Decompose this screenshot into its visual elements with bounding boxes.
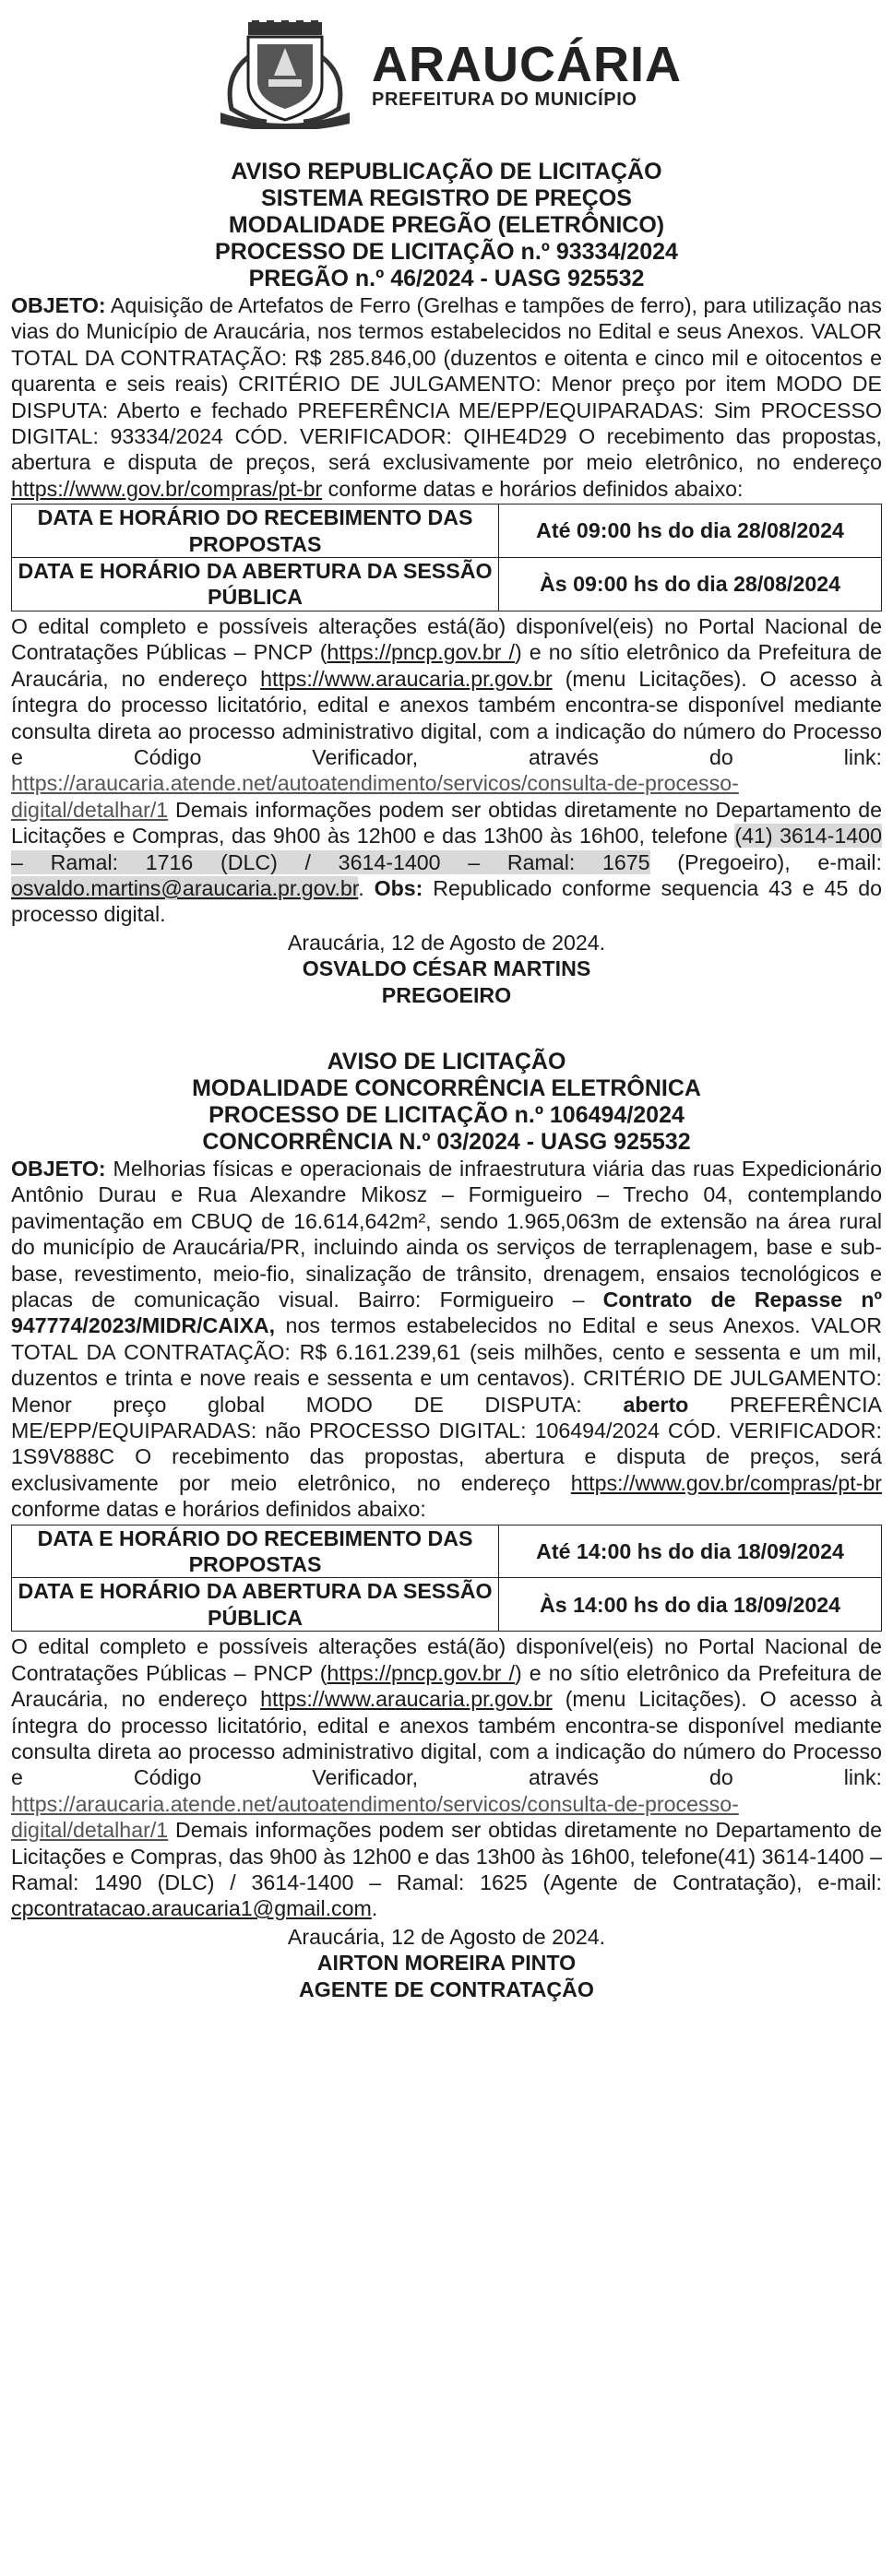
edital-paragraph: O edital completo e possíveis alterações está(ão) disponível(eis) no Portal Nacional de Contratações Públicas – PNCP (https://pncp.gov.br /) e no sítio eletrônico da Prefeitura de Araucária, no endereço https://www.araucaria.pr.gov.br (menu Licitações). O acesso à íntegra do processo licitatório, edital e anexos também encontra-se disponível mediante consulta direta ao processo administrativo digital, com a indicação do número do Processo e Código Verificador, através do link: https://araucaria.atende.net/autoatendimento/servicos/consulta-de-processo-digital/detalhar/1 Demais informações podem ser obtidas diretamente no Departamento de Licitações e Compras, das 9h00 às 12h00 e das 13h00 às 16h00, telefone (41) 3614-1400 – Ramal: 1716 (DLC) / 3614-1400 – Ramal: 1675 (Pregoeiro), e-mail: osvaldo.martins@araucaria.pr.gov.br. Obs: Republicado conforme sequencia 43 e 45 do processo digital. [11, 613, 883, 927]
body-text: PREFERÊNCIA ME/EPP/EQUIPARADAS: não PROCESSO DIGITAL: 106494/2024 CÓD. VERIFICADOR: 1S9V888C O recebimento das propostas, abertura e disputa de preços, será exclusivamente por meio eletrônico, no endereço [11, 1392, 882, 1495]
body-text: O edital completo e possíveis alterações está(ão) disponível(eis) no Portal Nacional de Contratações Públicas – PNCP ( [11, 613, 882, 665]
schedule-value: Às 09:00 hs do dia 28/08/2024 [499, 558, 882, 611]
notice-title: AVISO REPUBLICAÇÃO DE LICITAÇÃO [231, 159, 662, 184]
body-text: Melhorias físicas e operacionais de infraestrutura viária das ruas Expedicionário Antônio Durau e Rua Alexandre Mikosz – Formigueiro – Trecho 04, contemplando pavimentação em CBUQ de 16.614,642m², sendo 1.965,063m de extensão na área rural do município de Araucária/PR, incluindo ainda os serviços de terraplenagem, base e sub-base, revestimento, meio-fio, sinalização de trânsito, drenagem, ensaios tecnológicos e placas de comunicação visual. Bairro: Formigueiro – [11, 1156, 882, 1312]
notice-concorrencia [11, 1049, 882, 2002]
objeto-label: OBJETO: [11, 293, 106, 317]
body-text: . [371, 1896, 378, 1921]
compras-link[interactable]: https://www.gov.br/compras/pt-br [11, 476, 323, 501]
notice-title: PREGÃO n.º 46/2024 - UASG 925532 [248, 266, 645, 291]
schedule-value: Até 09:00 hs do dia 28/08/2024 [499, 505, 882, 558]
body-text: ) e no sítio eletrônico da Prefeitura de Araucária, no endereço [11, 1660, 882, 1712]
signer-name: AIRTON MOREIRA PINTO [316, 1951, 577, 1976]
pncp-link[interactable]: https://pncp.gov.br / [327, 640, 515, 665]
edital-paragraph [11, 1633, 882, 1921]
table-row [12, 505, 882, 558]
notice-title: PROCESSO DE LICITAÇÃO n.º 93334/2024 [215, 239, 678, 265]
body-text: (menu Licitações). O acesso à íntegra do processo licitatório, edital e anexos também encontra-se disponível mediante consulta direta ao processo administrativo digital, com a indicação do número do Processo e Código Verificador, através do link: [11, 1687, 883, 1790]
body-text: Demais informações podem ser obtidas diretamente no Departamento de Licitações e Compras, das 9h00 às 12h00 e das 13h00 às 16h00, telefone(41) 3614-1400 – Ramal: 1490 (DLC) / 3614-1400 – Ramal: 1625 (Agente de Contratação), e-mail: [11, 1818, 882, 1894]
prefeitura-link[interactable]: https://www.araucaria.pr.gov.br [260, 1687, 553, 1712]
notice-title: AVISO DE LICITAÇÃO [327, 1048, 566, 1074]
municipal-crest-icon [211, 20, 359, 129]
notice-title: MODALIDADE CONCORRÊNCIA ELETRÔNICA [192, 1074, 701, 1101]
notice-title: SISTEMA REGISTRO DE PREÇOS [261, 185, 632, 211]
pncp-link[interactable]: https://pncp.gov.br / [327, 1660, 515, 1685]
body-text: ) e no sítio eletrônico da Prefeitura de Araucária, no endereço [11, 640, 882, 691]
body-text: conforme datas e horários definidos abaixo: [327, 476, 744, 501]
body-text: (menu Licitações). O acesso à íntegra do processo licitatório, edital e anexos também encontra-se disponível mediante consulta direta ao processo administrativo digital, com a indicação do número do Processo e Código Verificador, através do link: [11, 666, 883, 769]
schedule-table [11, 504, 882, 611]
notice-pregao [11, 159, 882, 1008]
objeto-label: OBJETO: [11, 1156, 106, 1181]
schedule-label: DATA E HORÁRIO DA ABERTURA DA SESSÃO PÚBLICA [12, 1578, 499, 1632]
obs-text: Republicado conforme sequencia 43 e 45 do processo digital. [11, 875, 882, 927]
brand-subtitle: PREFEITURA DO MUNICÍPIO [372, 89, 637, 110]
contrato-text: Contrato de Repasse nº 947774/2023/MIDR/CAIXA, [11, 1288, 882, 1338]
notice-title: MODALIDADE PREGÃO (ELETRÔNICO) [228, 212, 665, 238]
body-text: Demais informações podem ser obtidas diretamente no Departamento de Licitações e Compras, das 9h00 às 12h00 e das 13h00 às 16h00, telefone [11, 797, 882, 849]
obs-label: Obs: [374, 875, 423, 900]
body-text: nos termos estabelecidos no Edital e seus Anexos. VALOR TOTAL DA CONTRATAÇÃO: R$ 6.161.239,61 (seis milhões, cento e sessenta e um mil, duzentos e trinta e nove reais e sessenta e um centavos). CRITÉRIO DE JULGAMENTO: Menor preço global MODO DE DISPUTA: [11, 1313, 882, 1417]
page-header [11, 20, 882, 129]
atende-link[interactable]: https://araucaria.atende.net/autoatendimento/servicos/consulta-de-processo-digital/detalhar/1 [11, 1791, 739, 1843]
notice-body [11, 292, 882, 502]
body-text: conforme datas e horários definidos abaixo: [11, 1497, 426, 1522]
notice-title: CONCORRÊNCIA N.º 03/2024 - UASG 925532 [202, 1128, 691, 1155]
date-line: Araucária, 12 de Agosto de 2024. [287, 930, 606, 955]
disputa-mode: aberto [623, 1392, 689, 1417]
email-link[interactable]: osvaldo.martins@araucaria.pr.gov.br [11, 875, 359, 900]
email-link[interactable]: cpcontratacao.araucaria1@gmail.com [11, 1896, 372, 1921]
compras-link[interactable]: https://www.gov.br/compras/pt-br [570, 1470, 882, 1495]
schedule-value: Até 14:00 hs do dia 18/09/2024 [499, 1525, 882, 1578]
body-text: Aquisição de Artefatos de Ferro (Grelhas e tampões de ferro), para utilização nas vias do Município de Araucária, nos termos estabelecidos no Edital e seus Anexos. VALOR TOTAL DA CONTRATAÇÃO: R$ 285.846,00 (duzentos e oitenta e cinco mil e oitocentos e quarenta e seis reais) CRITÉRIO DE JULGAMENTO: Menor preço por item MODO DE DISPUTA: Aberto e fechado PREFERÊNCIA ME/EPP/EQUIPARADAS: Sim PROCESSO DIGITAL: 93334/2024 CÓD. VERIFICADOR: QIHE4D29 O recebimento das propostas, abertura e disputa de preços, será exclusivamente por meio eletrônico, no endereço [11, 293, 882, 475]
schedule-value: Às 14:00 hs do dia 18/09/2024 [499, 1578, 882, 1632]
signer-name: OSVALDO CÉSAR MARTINS [302, 956, 591, 981]
atende-link[interactable]: https://araucaria.atende.net/autoatendimento/servicos/consulta-de-processo-digital/detalhar/1 [11, 771, 739, 822]
schedule-label: DATA E HORÁRIO DA ABERTURA DA SESSÃO PÚBLICA [12, 558, 499, 611]
notice-title: PROCESSO DE LICITAÇÃO n.º 106494/2024 [208, 1101, 685, 1128]
prefeitura-link[interactable]: https://www.araucaria.pr.gov.br [260, 666, 553, 691]
body-text: (Pregoeiro), e-mail: [677, 849, 882, 874]
schedule-table [11, 1525, 882, 1632]
table-row [12, 1578, 882, 1632]
date-line: Araucária, 12 de Agosto de 2024. [287, 1924, 606, 1949]
brand-name: ARAUCÁRIA [372, 37, 682, 92]
phone-text: (41) 3614-1400 – Ramal: 1716 (DLC) / 3614-1400 – Ramal: 1675 [11, 824, 882, 874]
schedule-label: DATA E HORÁRIO DO RECEBIMENTO DAS PROPOSTAS [12, 505, 499, 558]
signer-role: AGENTE DE CONTRATAÇÃO [299, 1977, 594, 2001]
schedule-label: DATA E HORÁRIO DO RECEBIMENTO DAS PROPOSTAS [12, 1525, 499, 1578]
brand-block [372, 37, 682, 110]
section-divider [11, 1008, 882, 1049]
table-row [12, 558, 882, 611]
signer-role: PREGOEIRO [381, 982, 512, 1007]
notice-body [11, 1156, 882, 1523]
body-text: O edital completo e possíveis alterações está(ão) disponível(eis) no Portal Nacional de Contratações Públicas – PNCP ( [11, 1634, 882, 1685]
table-row [12, 1525, 882, 1578]
